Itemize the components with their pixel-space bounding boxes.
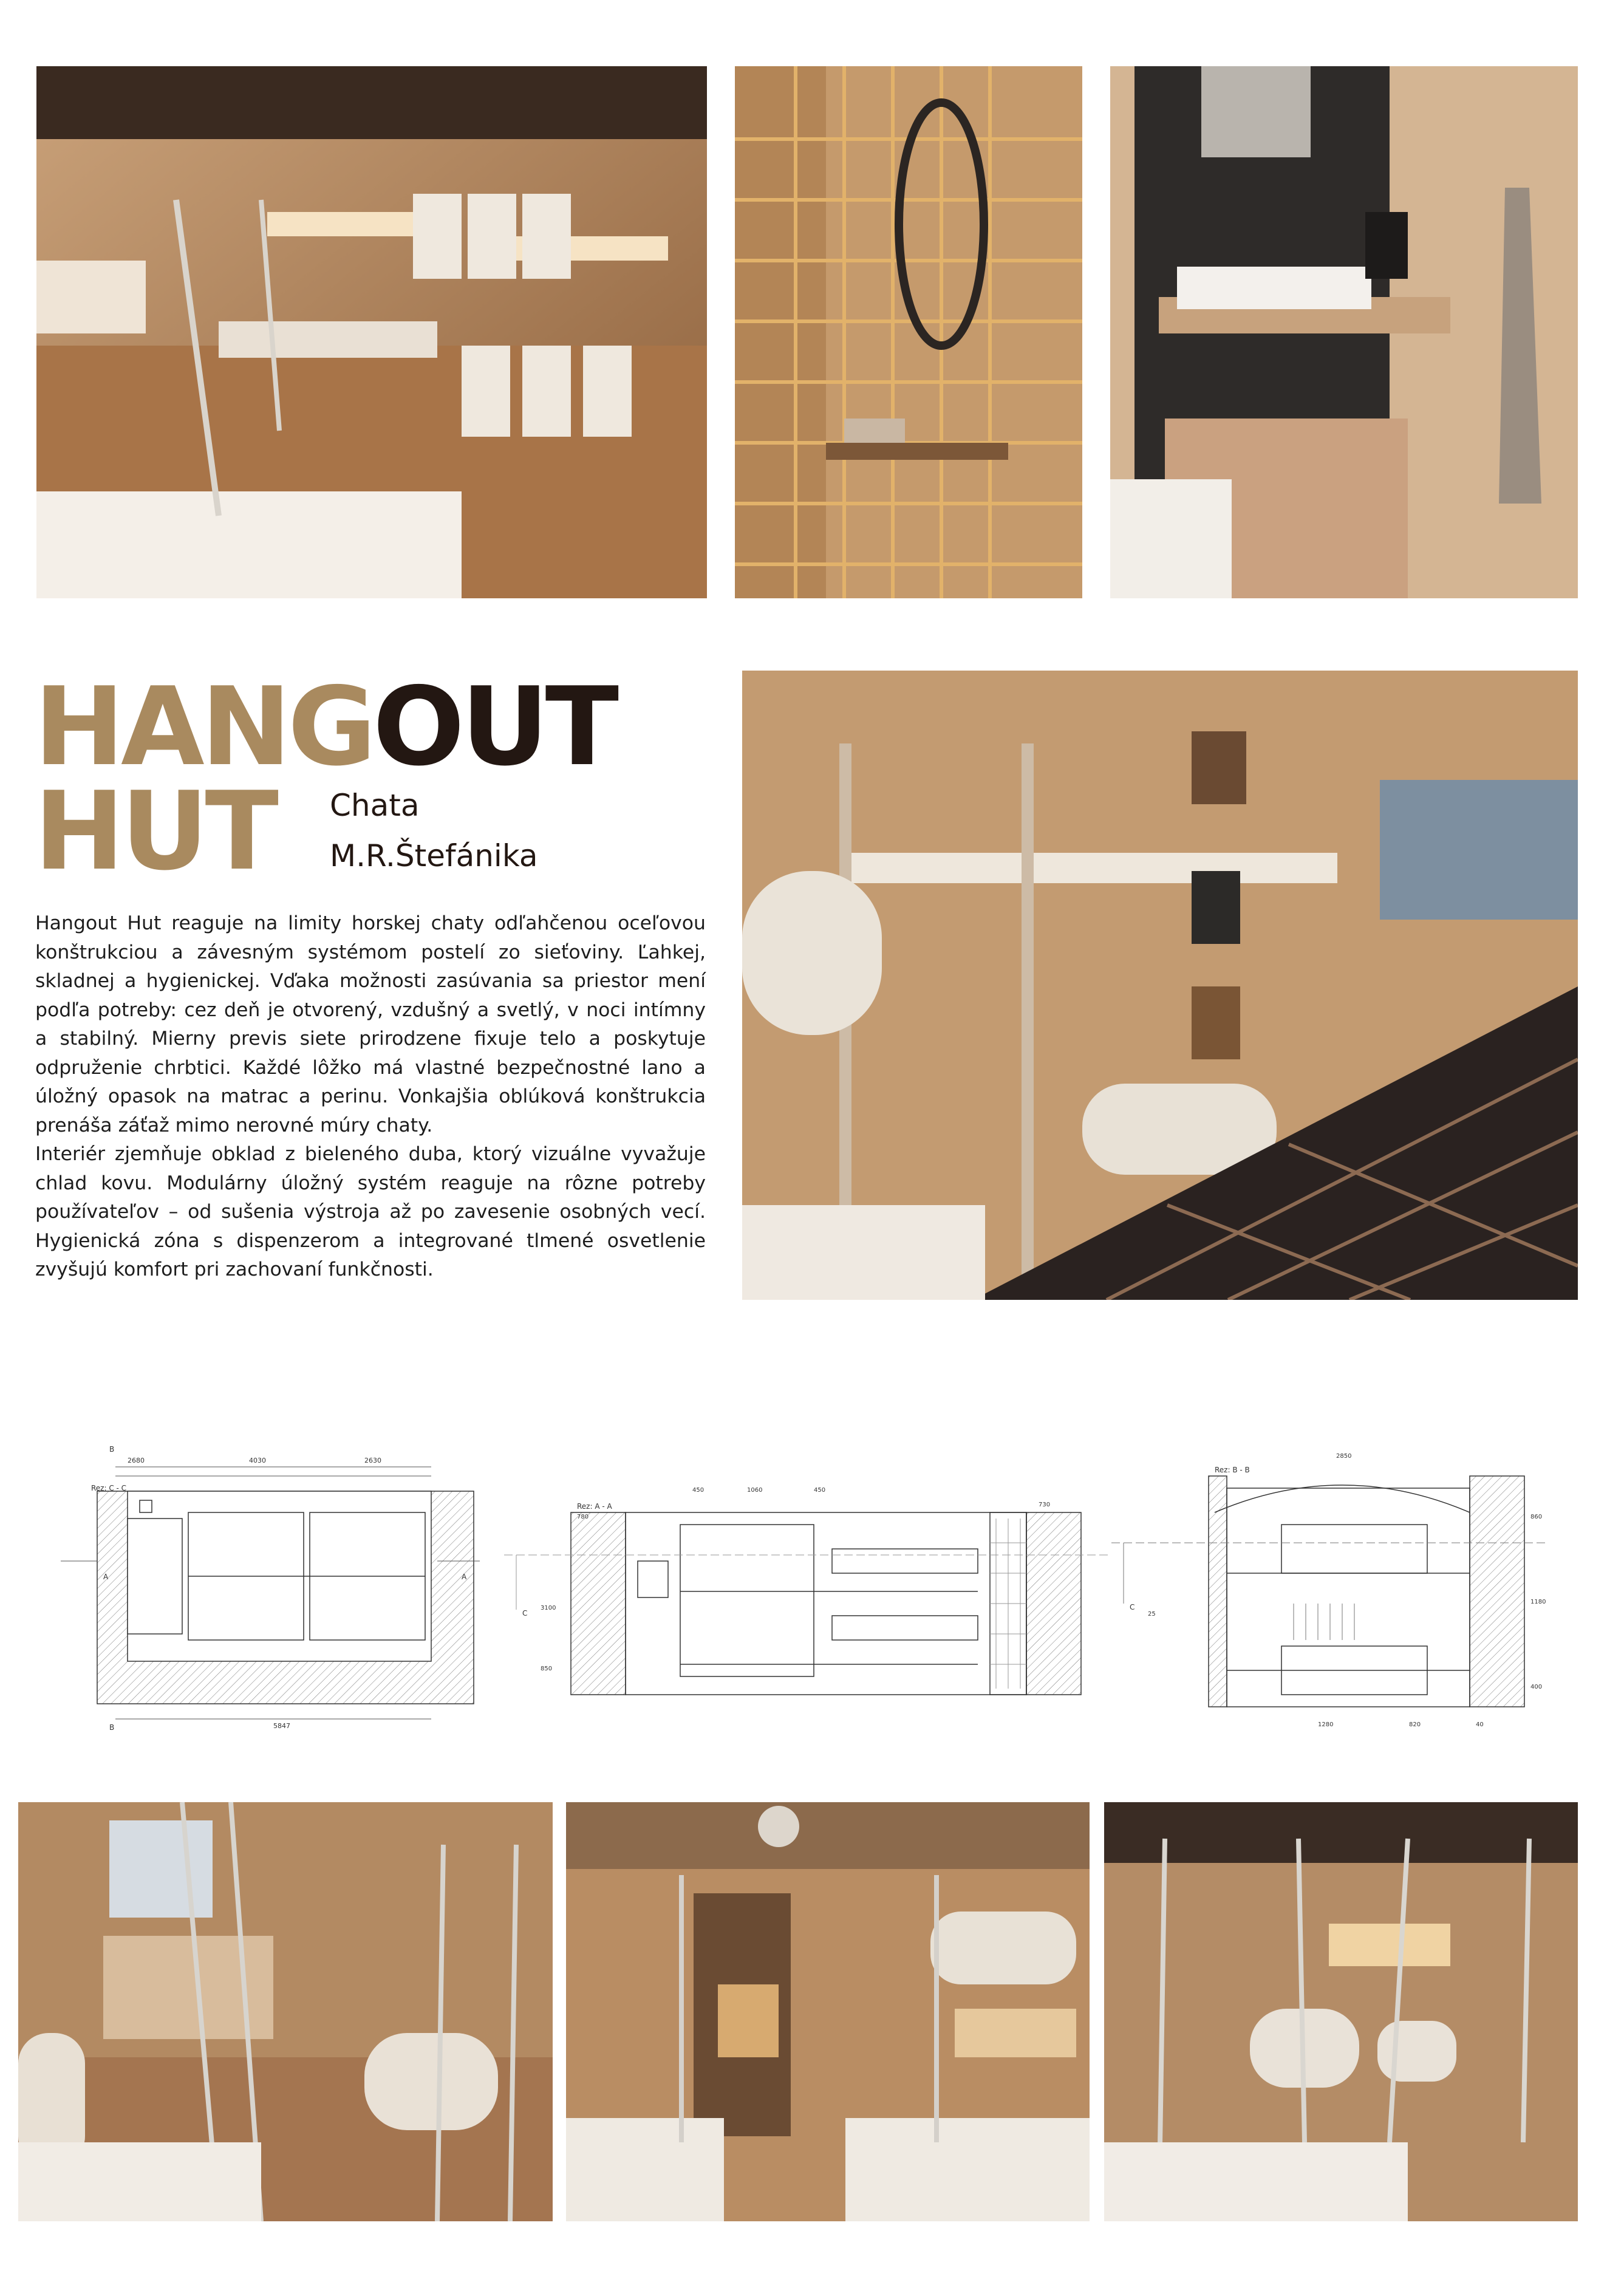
plan-cc-svg	[49, 1440, 486, 1731]
room-door-illustration	[566, 1802, 1090, 2221]
photo-washbasin	[1110, 66, 1578, 598]
section-bb-dim-bottom-1: 1280	[1318, 1721, 1334, 1728]
section-aa-dim-left-top: 780	[577, 1514, 589, 1520]
section-aa-dim-left: 3100	[541, 1605, 556, 1611]
photo-room-niche	[1104, 1802, 1578, 2221]
photo-dormitory-overview	[36, 66, 707, 598]
section-aa-svg	[504, 1470, 1117, 1713]
plan-dim-bottom: 5847	[273, 1722, 290, 1730]
subtitle-location: M.R.Štefánika	[330, 838, 538, 873]
section-aa-dim-right-top: 730	[1039, 1502, 1051, 1508]
plan-mark-a-left: A	[103, 1573, 109, 1581]
description-paragraph-2: Interiér zjemňuje obklad z bieleného duba, ktorý vizuálne vyvažuje chlad kovu. Modulárny úložný systém reaguje na rôzne potreby používateľov – od sušenia výstroja až po zavesenie osobných vecí. Hygienická zóna s dispenzerom a integrované tlmené osvetlenie zvyšujú komfort pri zachovaní funkčnosti.	[35, 1143, 706, 1280]
washbasin-illustration	[1110, 66, 1578, 598]
section-bb-dim-left: 25	[1148, 1611, 1156, 1618]
section-bb-svg	[1111, 1446, 1549, 1737]
section-bb-dim-right-2: 1180	[1530, 1599, 1546, 1605]
section-aa-mark-c: C	[522, 1609, 528, 1618]
section-aa-dim-top-3: 450	[814, 1487, 826, 1494]
photo-bunk-detail	[742, 671, 1578, 1300]
title-word-hut: HUT	[34, 768, 275, 894]
title-line-hangout	[34, 664, 616, 790]
description-text	[35, 909, 706, 1285]
subtitle-chata: Chata	[330, 788, 420, 823]
section-bb-dim-right-1: 860	[1530, 1514, 1543, 1520]
photo-room-ladders	[18, 1802, 553, 2221]
section-bb-dim-right-3: 400	[1530, 1684, 1543, 1690]
plan-mark-b-top: B	[109, 1445, 115, 1454]
plan-dim-top-2: 4030	[249, 1457, 266, 1464]
section-bb-label: Rez: B - B	[1215, 1466, 1250, 1474]
dormitory-overview-illustration	[36, 66, 707, 598]
section-aa-dim-top-2: 1060	[747, 1487, 763, 1494]
section-bb-dim-arc: 2850	[1336, 1453, 1352, 1460]
plan-mark-a-right: A	[462, 1573, 467, 1581]
description-paragraph-1: Hangout Hut reaguje na limity horskej chaty odľahčenou oceľovou konštrukciou a závesným systémom postelí zo sieťoviny. Ľahkej, skladnej a hygienickej. Vďaka možnosti zasúvania sa priestor mení podľa potreby: cez deň je otvorený, vzdušný a svetlý, v noci intímny a stabilný. Mierny previs siete prirodzene fixuje telo a poskytuje odpruženie chrbtici. Každé lôžko má vlastné bezpečnostné lano a úložný opasok na matrac a perinu. Vonkajšia oblúková konštrukcia prenáša záťaž mimo nerovné múry chaty.	[35, 912, 706, 1136]
section-bb-dim-bottom-2: 820	[1409, 1721, 1421, 1728]
bunk-detail-illustration	[742, 671, 1578, 1300]
section-aa-dim-top-1: 450	[692, 1487, 705, 1494]
room-ladders-illustration	[18, 1802, 553, 2221]
photo-storage-net-wall	[735, 66, 1082, 598]
section-aa-dim-left-bottom: 850	[541, 1666, 553, 1672]
photo-room-door	[566, 1802, 1090, 2221]
plan-dim-top-3: 2630	[364, 1457, 381, 1464]
title-word-hang: HANG	[34, 664, 373, 790]
section-aa-label: Rez: A - A	[577, 1502, 612, 1511]
plan-mark-b-bottom: B	[109, 1723, 115, 1731]
section-bb-dim-bottom-3: 40	[1476, 1721, 1484, 1728]
plan-dim-top-1: 2680	[128, 1457, 145, 1464]
plan-section-label: Rez: C - C	[91, 1484, 127, 1492]
title-word-out: OUT	[372, 664, 616, 790]
drawing-section-bb	[1111, 1446, 1549, 1737]
section-bb-mark-c: C	[1130, 1603, 1135, 1611]
storage-net-illustration	[735, 66, 1082, 598]
room-niche-illustration	[1104, 1802, 1578, 2221]
drawing-plan-cc	[49, 1440, 486, 1731]
drawing-section-aa	[504, 1470, 1117, 1713]
